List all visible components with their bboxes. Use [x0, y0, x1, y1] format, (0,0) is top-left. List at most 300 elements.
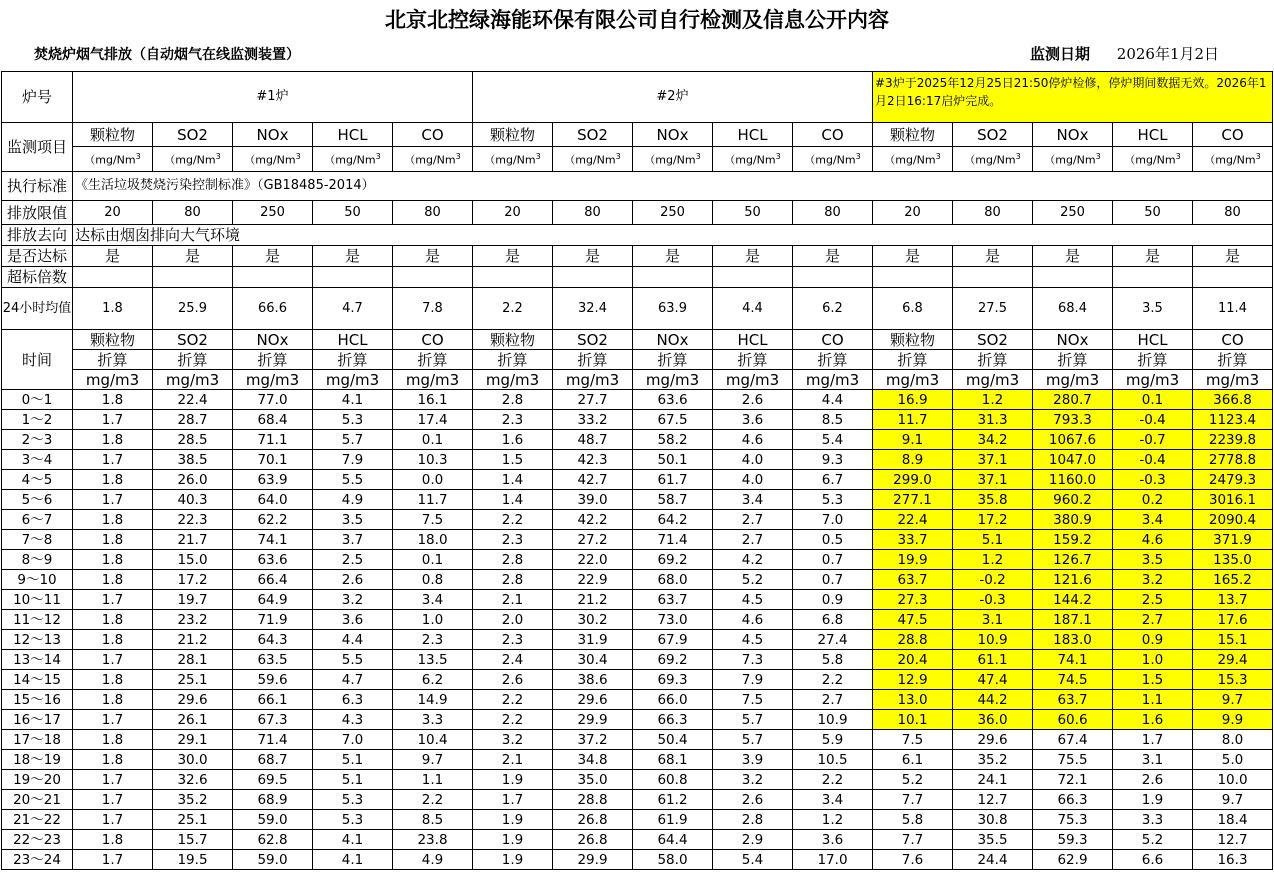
hourly-value: 67.3 — [233, 710, 313, 730]
unit-superscript: 3 — [855, 152, 861, 162]
hourly-value: 15.0 — [153, 550, 233, 570]
hourly-value: 1.5 — [473, 450, 553, 470]
unit-cell — [1193, 147, 1273, 172]
hourly-unit: mg/m3 — [553, 370, 633, 390]
hourly-value: 19.9 — [873, 550, 953, 570]
hourly-value: 7.5 — [393, 510, 473, 530]
standard-label: 执行标准 — [2, 172, 73, 201]
hourly-value: 29.1 — [153, 730, 233, 750]
hourly-value: 2.2 — [793, 670, 873, 690]
hourly-item-header: CO — [393, 330, 473, 350]
hourly-value: 1.4 — [473, 490, 553, 510]
hourly-value: 3.6 — [793, 830, 873, 850]
unit-cell — [153, 147, 233, 172]
hourly-value: 21.2 — [153, 630, 233, 650]
hourly-value: 5.2 — [713, 570, 793, 590]
unit-superscript: 3 — [535, 152, 541, 162]
hour-range: 22～23 — [2, 830, 73, 850]
hourly-value: 1.7 — [73, 650, 153, 670]
unit-cell — [313, 147, 393, 172]
hour-range: 13～14 — [2, 650, 73, 670]
unit-text: （mg/Nm — [804, 153, 856, 167]
hourly-value: 2.3 — [473, 410, 553, 430]
hourly-value: 7.0 — [793, 510, 873, 530]
table-row — [2, 810, 1273, 830]
hourly-value: 24.4 — [953, 850, 1033, 870]
exceed-value — [713, 267, 793, 288]
unit-cell — [793, 147, 873, 172]
hourly-value: 63.7 — [1033, 690, 1113, 710]
hourly-value: 5.7 — [713, 710, 793, 730]
hourly-unit: mg/m3 — [633, 370, 713, 390]
monitor-items-row — [2, 123, 1273, 147]
hourly-value: 2.3 — [473, 530, 553, 550]
hourly-value: 5.3 — [313, 410, 393, 430]
table-body — [2, 72, 1273, 870]
average-value: 63.9 — [633, 288, 713, 330]
hourly-value: 67.5 — [633, 410, 713, 430]
hourly-value: 72.1 — [1033, 770, 1113, 790]
hourly-value: 16.9 — [873, 390, 953, 410]
exceed-row — [2, 267, 1273, 288]
hourly-value: 1.8 — [73, 550, 153, 570]
hourly-value: 9.7 — [393, 750, 473, 770]
hourly-value: 27.7 — [553, 390, 633, 410]
exceed-value — [393, 267, 473, 288]
item-header: SO2 — [153, 123, 233, 147]
furnace-1-header: #1炉 — [73, 72, 473, 123]
unit-superscript: 3 — [615, 152, 621, 162]
hourly-value: 4.2 — [713, 550, 793, 570]
hourly-value: 0.1 — [1113, 390, 1193, 410]
hourly-value: 12.7 — [953, 790, 1033, 810]
item-header: HCL — [713, 123, 793, 147]
hourly-value: 18.4 — [1193, 810, 1273, 830]
hourly-value: 27.2 — [553, 530, 633, 550]
hourly-value: 3.6 — [713, 410, 793, 430]
hourly-value: 9.1 — [873, 430, 953, 450]
average-label: 24小时均值 — [2, 288, 73, 330]
hourly-value: 366.8 — [1193, 390, 1273, 410]
hourly-value: 69.2 — [633, 550, 713, 570]
limit-value: 250 — [633, 201, 713, 225]
hourly-value: 2.2 — [793, 770, 873, 790]
hourly-value: 1.7 — [73, 450, 153, 470]
hourly-value: 1.2 — [953, 390, 1033, 410]
hourly-value: 70.1 — [233, 450, 313, 470]
hour-range: 17～18 — [2, 730, 73, 750]
unit-text: （mg/Nm — [1124, 153, 1176, 167]
hourly-value: 1.0 — [1113, 650, 1193, 670]
limit-value: 50 — [1113, 201, 1193, 225]
hourly-value: 0.5 — [793, 530, 873, 550]
limit-value: 80 — [153, 201, 233, 225]
item-header: CO — [793, 123, 873, 147]
table-subtitle: 焚烧炉烟气排放（自动烟气在线监测装置） — [34, 47, 300, 63]
hourly-value: 793.3 — [1033, 410, 1113, 430]
hourly-value: 2.8 — [473, 390, 553, 410]
hourly-item-header: HCL — [1113, 330, 1193, 350]
converted-label: 折算 — [953, 350, 1033, 370]
hourly-value: 31.3 — [953, 410, 1033, 430]
hourly-value: 4.0 — [713, 470, 793, 490]
item-header: SO2 — [553, 123, 633, 147]
unit-text: （mg/Nm — [244, 153, 296, 167]
monitoring-date — [1030, 43, 1219, 64]
hourly-value: 19.7 — [153, 590, 233, 610]
date-value: 2026年1月2日 — [1116, 45, 1220, 63]
hourly-value: 3.4 — [793, 790, 873, 810]
exceed-value — [1113, 267, 1193, 288]
page-title: 北京北控绿海能环保有限公司自行检测及信息公开内容 — [385, 7, 889, 32]
hourly-item-header: NOx — [233, 330, 313, 350]
hourly-value: 38.6 — [553, 670, 633, 690]
hourly-unit: mg/m3 — [73, 370, 153, 390]
table-row — [2, 670, 1273, 690]
hourly-item-header: HCL — [713, 330, 793, 350]
hourly-value: 63.6 — [233, 550, 313, 570]
direction-row — [2, 225, 1273, 246]
hourly-value: 68.7 — [233, 750, 313, 770]
hourly-value: 35.8 — [953, 490, 1033, 510]
hourly-value: -0.2 — [953, 570, 1033, 590]
hour-range: 16～17 — [2, 710, 73, 730]
table-row — [2, 590, 1273, 610]
unit-cell — [233, 147, 313, 172]
hourly-value: 187.1 — [1033, 610, 1113, 630]
hourly-value: 3.2 — [713, 770, 793, 790]
hour-range: 23～24 — [2, 850, 73, 870]
hourly-value: 1.8 — [73, 430, 153, 450]
hour-range: 7～8 — [2, 530, 73, 550]
unit-superscript: 3 — [295, 152, 301, 162]
hourly-value: -0.4 — [1113, 410, 1193, 430]
hourly-value: 25.1 — [153, 810, 233, 830]
item-header: NOx — [1033, 123, 1113, 147]
hourly-value: 5.8 — [793, 650, 873, 670]
hourly-value: 17.4 — [393, 410, 473, 430]
unit-superscript: 3 — [935, 152, 941, 162]
hourly-value: 48.7 — [553, 430, 633, 450]
emission-table — [1, 71, 1273, 870]
hourly-value: 1.8 — [73, 690, 153, 710]
compliant-value: 是 — [873, 246, 953, 267]
hourly-value: 27.3 — [873, 590, 953, 610]
hourly-unit: mg/m3 — [793, 370, 873, 390]
hourly-value: 2.8 — [473, 570, 553, 590]
hourly-value: 16.3 — [1193, 850, 1273, 870]
hourly-value: 31.9 — [553, 630, 633, 650]
hourly-value: 4.3 — [313, 710, 393, 730]
hourly-value: 61.7 — [633, 470, 713, 490]
unit-superscript: 3 — [695, 152, 701, 162]
compliant-value: 是 — [1033, 246, 1113, 267]
hourly-value: 7.7 — [873, 790, 953, 810]
hourly-unit: mg/m3 — [873, 370, 953, 390]
unit-text: （mg/Nm — [964, 153, 1016, 167]
hourly-header-items — [2, 330, 1273, 350]
hourly-value: 73.0 — [633, 610, 713, 630]
hourly-value: 1.5 — [1113, 670, 1193, 690]
hourly-value: 1.7 — [73, 490, 153, 510]
hourly-value: 68.9 — [233, 790, 313, 810]
hourly-value: 3.2 — [473, 730, 553, 750]
hourly-value: 3.4 — [1113, 510, 1193, 530]
hourly-value: 144.2 — [1033, 590, 1113, 610]
hourly-value: 0.7 — [793, 570, 873, 590]
hourly-value: 2.7 — [793, 690, 873, 710]
hourly-value: 3.4 — [713, 490, 793, 510]
item-header: NOx — [233, 123, 313, 147]
hourly-value: 64.9 — [233, 590, 313, 610]
hourly-value: 10.4 — [393, 730, 473, 750]
table-row — [2, 830, 1273, 850]
average-value: 11.4 — [1193, 288, 1273, 330]
compliant-value: 是 — [553, 246, 633, 267]
hourly-value: 3.3 — [1113, 810, 1193, 830]
hourly-value: 20.4 — [873, 650, 953, 670]
hourly-value: 29.6 — [553, 690, 633, 710]
hourly-item-header: CO — [793, 330, 873, 350]
hourly-value: 29.6 — [153, 690, 233, 710]
table-row — [2, 430, 1273, 450]
hourly-value: 2.6 — [313, 570, 393, 590]
hourly-value: 5.3 — [793, 490, 873, 510]
hourly-value: 3.9 — [713, 750, 793, 770]
hourly-value: 121.6 — [1033, 570, 1113, 590]
hourly-value: 1.2 — [953, 550, 1033, 570]
exceed-value — [873, 267, 953, 288]
compliant-value: 是 — [233, 246, 313, 267]
hourly-value: 29.9 — [553, 850, 633, 870]
average-value: 32.4 — [553, 288, 633, 330]
average-value: 68.4 — [1033, 288, 1113, 330]
table-row — [2, 490, 1273, 510]
hourly-value: 1.7 — [73, 790, 153, 810]
hour-range: 3～4 — [2, 450, 73, 470]
limit-value: 50 — [313, 201, 393, 225]
hourly-value: 2239.8 — [1193, 430, 1273, 450]
hour-range: 21～22 — [2, 810, 73, 830]
hourly-value: 165.2 — [1193, 570, 1273, 590]
hourly-value: 5.2 — [873, 770, 953, 790]
compliant-value: 是 — [73, 246, 153, 267]
average-value: 27.5 — [953, 288, 1033, 330]
hour-range: 9～10 — [2, 570, 73, 590]
limit-row — [2, 201, 1273, 225]
hourly-value: 1067.6 — [1033, 430, 1113, 450]
hourly-value: 64.4 — [633, 830, 713, 850]
hourly-value: 66.3 — [1033, 790, 1113, 810]
hourly-value: 1.6 — [1113, 710, 1193, 730]
hourly-value: 4.9 — [313, 490, 393, 510]
hourly-value: 5.9 — [793, 730, 873, 750]
average-value: 6.8 — [873, 288, 953, 330]
hourly-unit: mg/m3 — [713, 370, 793, 390]
converted-label: 折算 — [313, 350, 393, 370]
hourly-value: 40.3 — [153, 490, 233, 510]
unit-superscript: 3 — [1095, 152, 1101, 162]
hourly-value: 2.5 — [1113, 590, 1193, 610]
hourly-value: 19.5 — [153, 850, 233, 870]
hourly-value: 14.9 — [393, 690, 473, 710]
hourly-value: 71.9 — [233, 610, 313, 630]
hourly-value: 10.9 — [953, 630, 1033, 650]
furnace-2-header: #2炉 — [473, 72, 873, 123]
hourly-value: 1.8 — [73, 510, 153, 530]
table-row — [2, 710, 1273, 730]
table-row — [2, 450, 1273, 470]
limit-value: 80 — [953, 201, 1033, 225]
hour-range: 20～21 — [2, 790, 73, 810]
hourly-value: 66.3 — [633, 710, 713, 730]
hourly-value: 2.1 — [473, 590, 553, 610]
hourly-value: 6.2 — [393, 670, 473, 690]
hourly-item-header: 颗粒物 — [873, 330, 953, 350]
hourly-value: 2.6 — [473, 670, 553, 690]
converted-label: 折算 — [73, 350, 153, 370]
hourly-value: 28.5 — [153, 430, 233, 450]
hourly-value: 64.0 — [233, 490, 313, 510]
unit-superscript: 3 — [1175, 152, 1181, 162]
hourly-value: 2.7 — [1113, 610, 1193, 630]
hourly-value: 28.8 — [553, 790, 633, 810]
hourly-value: 60.8 — [633, 770, 713, 790]
table-row — [2, 750, 1273, 770]
hourly-unit: mg/m3 — [1113, 370, 1193, 390]
hourly-value: 29.6 — [953, 730, 1033, 750]
converted-label: 折算 — [633, 350, 713, 370]
hourly-value: 6.3 — [313, 690, 393, 710]
furnace-row — [2, 72, 1273, 123]
hourly-value: 4.4 — [793, 390, 873, 410]
unit-superscript: 3 — [135, 152, 141, 162]
table-row — [2, 390, 1273, 410]
item-header: HCL — [1113, 123, 1193, 147]
hourly-value: 47.5 — [873, 610, 953, 630]
unit-text: （mg/Nm — [164, 153, 216, 167]
converted-label: 折算 — [1193, 350, 1273, 370]
hour-range: 0～1 — [2, 390, 73, 410]
compliant-value: 是 — [1193, 246, 1273, 267]
hourly-value: 2.0 — [473, 610, 553, 630]
hourly-value: 3.5 — [1113, 550, 1193, 570]
hourly-value: 15.3 — [1193, 670, 1273, 690]
hourly-value: 30.0 — [153, 750, 233, 770]
hourly-value: 7.6 — [873, 850, 953, 870]
hourly-value: 7.5 — [873, 730, 953, 750]
hourly-value: 64.2 — [633, 510, 713, 530]
unit-text: （mg/Nm — [84, 153, 136, 167]
hourly-value: 12.7 — [1193, 830, 1273, 850]
unit-cell — [473, 147, 553, 172]
hourly-value: 59.0 — [233, 850, 313, 870]
hourly-value: 2.2 — [473, 510, 553, 530]
hourly-value: 35.2 — [953, 750, 1033, 770]
hourly-value: 0.1 — [393, 430, 473, 450]
table-row — [2, 690, 1273, 710]
hourly-value: 4.9 — [393, 850, 473, 870]
hourly-value: 4.0 — [713, 450, 793, 470]
direction-text: 达标由烟囱排向大气环境 — [73, 225, 1273, 246]
hourly-value: 3.2 — [313, 590, 393, 610]
unit-cell — [393, 147, 473, 172]
hourly-value: 280.7 — [1033, 390, 1113, 410]
hourly-item-header: NOx — [633, 330, 713, 350]
exceed-value — [473, 267, 553, 288]
hourly-value: 7.3 — [713, 650, 793, 670]
hourly-value: 1.8 — [73, 530, 153, 550]
hourly-value: 1047.0 — [1033, 450, 1113, 470]
hourly-value: 69.5 — [233, 770, 313, 790]
hourly-value: 59.3 — [1033, 830, 1113, 850]
hourly-item-header: SO2 — [953, 330, 1033, 350]
hourly-value: 37.1 — [953, 450, 1033, 470]
compliant-value: 是 — [633, 246, 713, 267]
hourly-value: 7.0 — [313, 730, 393, 750]
date-label: 监测日期 — [1030, 45, 1091, 63]
hourly-value: 17.2 — [953, 510, 1033, 530]
hourly-value: 5.2 — [1113, 830, 1193, 850]
hour-range: 10～11 — [2, 590, 73, 610]
hourly-value: 2090.4 — [1193, 510, 1273, 530]
hourly-value: 1.8 — [73, 570, 153, 590]
hourly-value: 1.7 — [73, 850, 153, 870]
hourly-value: 7.5 — [713, 690, 793, 710]
hourly-value: 59.0 — [233, 810, 313, 830]
time-label: 时间 — [2, 330, 73, 390]
hourly-value: 4.1 — [313, 850, 393, 870]
table-row — [2, 550, 1273, 570]
hourly-value: 12.9 — [873, 670, 953, 690]
hourly-value: 63.9 — [233, 470, 313, 490]
hourly-value: 9.7 — [1193, 790, 1273, 810]
hourly-value: 1.9 — [473, 810, 553, 830]
hourly-value: 1.8 — [73, 670, 153, 690]
hourly-value: 35.0 — [553, 770, 633, 790]
furnace-label: 炉号 — [2, 72, 73, 123]
average-value: 2.2 — [473, 288, 553, 330]
hourly-item-header: 颗粒物 — [473, 330, 553, 350]
hourly-value: 8.5 — [393, 810, 473, 830]
hourly-value: 126.7 — [1033, 550, 1113, 570]
hourly-value: 3.1 — [953, 610, 1033, 630]
hourly-value: 23.8 — [393, 830, 473, 850]
hourly-value: 35.5 — [953, 830, 1033, 850]
hourly-value: 34.8 — [553, 750, 633, 770]
limit-value: 250 — [233, 201, 313, 225]
hourly-value: 1.8 — [73, 390, 153, 410]
hourly-unit: mg/m3 — [473, 370, 553, 390]
unit-cell — [553, 147, 633, 172]
hourly-value: 71.1 — [233, 430, 313, 450]
hourly-value: 71.4 — [633, 530, 713, 550]
hourly-value: 1.9 — [473, 770, 553, 790]
hourly-value: 4.1 — [313, 830, 393, 850]
hourly-value: -0.4 — [1113, 450, 1193, 470]
table-row — [2, 610, 1273, 630]
hourly-value: 1160.0 — [1033, 470, 1113, 490]
hourly-unit: mg/m3 — [233, 370, 313, 390]
hourly-value: 4.4 — [313, 630, 393, 650]
hourly-value: 27.4 — [793, 630, 873, 650]
hourly-unit: mg/m3 — [153, 370, 233, 390]
hourly-value: 15.7 — [153, 830, 233, 850]
hourly-value: 8.0 — [1193, 730, 1273, 750]
item-header: 颗粒物 — [73, 123, 153, 147]
hourly-value: 1.8 — [73, 610, 153, 630]
hourly-value: 61.1 — [953, 650, 1033, 670]
